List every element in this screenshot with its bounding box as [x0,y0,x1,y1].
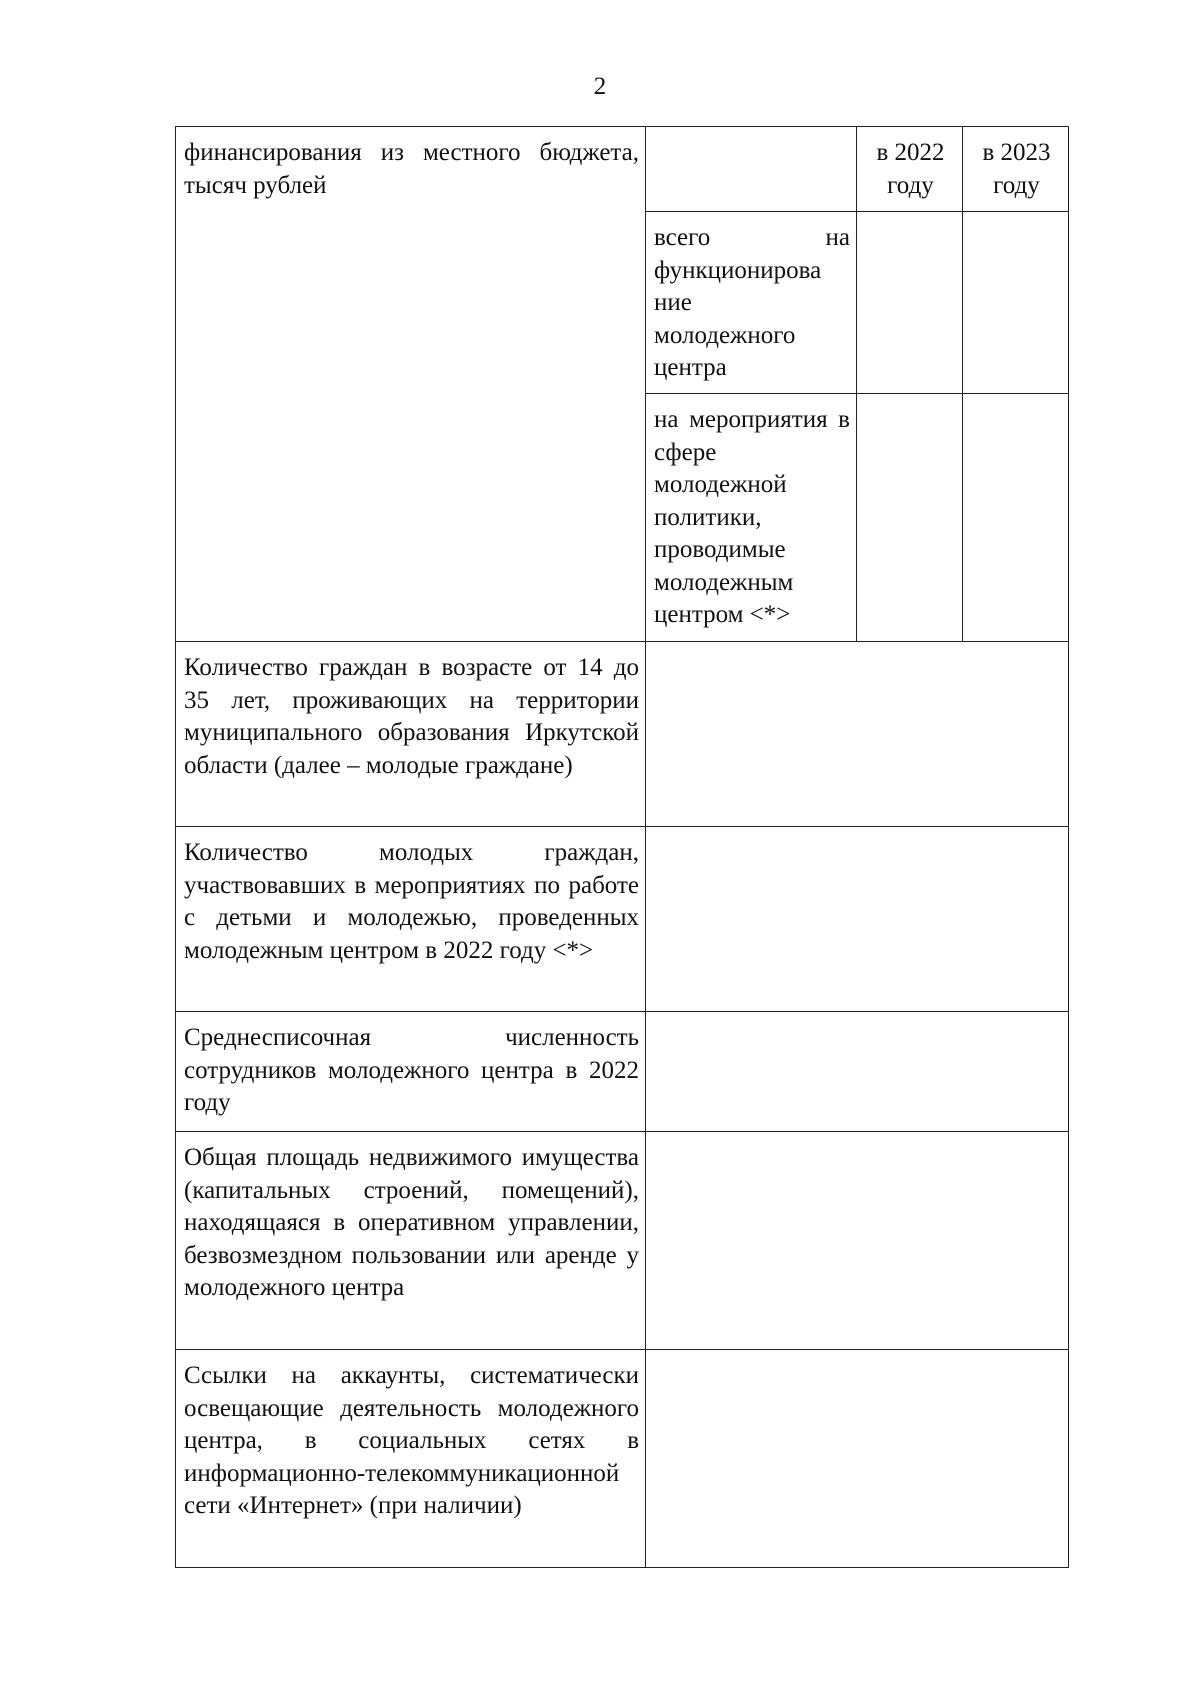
row-label-staff-count: Среднесписочная численность сотрудников молодежного центра в 2022 году [176,1012,646,1132]
subrow-label-operations: всего на функционирова ние молодежного центра [646,212,857,394]
financing-blank-cell [646,127,857,212]
row-staff-count [176,1012,1069,1132]
form-table [175,126,1069,1568]
year-header-2022: в 2022 году [857,127,963,212]
row-label-social-links: Ссылки на аккаунты, систематически освещающие деятельность молодежного центра, в социальных сетях в информационно-телекоммуникационной сети «Интернет» (при наличии) [176,1350,646,1568]
cell-operations-2022 [857,212,963,394]
row-label-property-area: Общая площадь недвижимого имущества (капитальных строений, помещений), находящаяся в оперативном управлении, безвозмездном пользовании или аренде у молодежного центра [176,1132,646,1350]
row-value-event-participants [646,827,1069,1012]
row-label-event-participants: Количество молодых граждан, участвовавших в мероприятиях по работе с детьми и молодежью, проведенных молодежным центром в 2022 году <*> [176,827,646,1012]
row-value-staff-count [646,1012,1069,1132]
row-social-links [176,1350,1069,1568]
year-header-2023: в 2023 году [963,127,1069,212]
cell-operations-2023 [963,212,1069,394]
row-event-participants [176,827,1069,1012]
page-number: 2 [593,73,607,100]
financing-label: финансирования из местного бюджета, тысяч рублей [176,127,646,642]
financing-header-row [176,127,1069,212]
row-value-young-citizens-count [646,642,1069,827]
row-property-area [176,1132,1069,1350]
cell-events-2022 [857,394,963,642]
cell-events-2023 [963,394,1069,642]
row-young-citizens-count [176,642,1069,827]
row-value-property-area [646,1132,1069,1350]
row-label-young-citizens-count: Количество граждан в возрасте от 14 до 35 лет, проживающих на территории муниципального образования Иркутской области (далее – молодые граждане) [176,642,646,827]
row-value-social-links [646,1350,1069,1568]
subrow-label-events: на мероприятия в сфере молодежной политики, проводимые молодежным центром <*> [646,394,857,642]
